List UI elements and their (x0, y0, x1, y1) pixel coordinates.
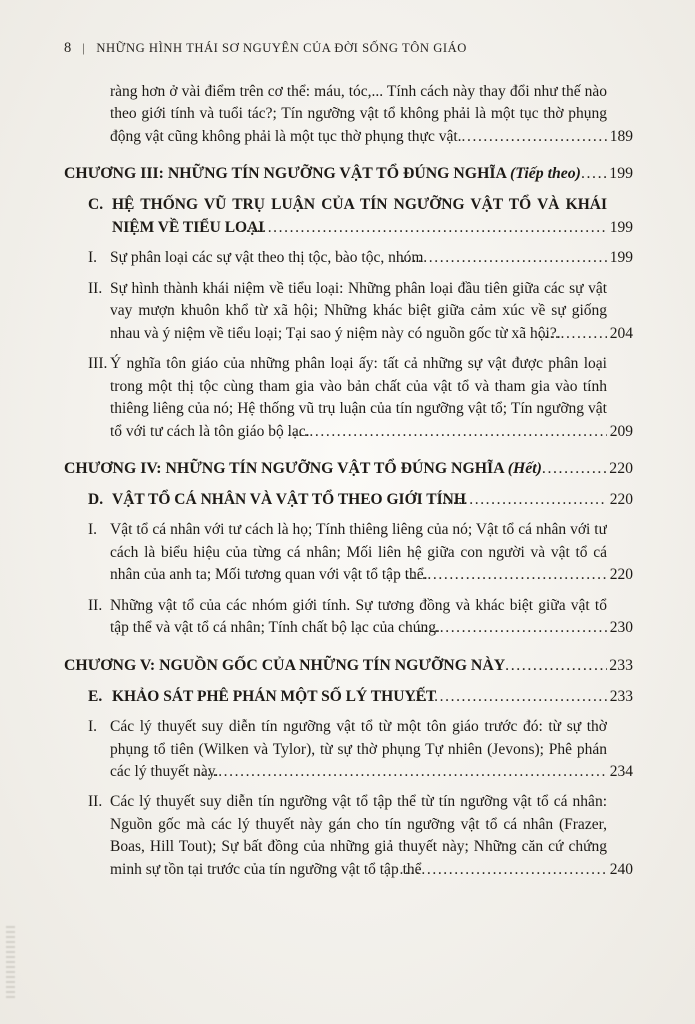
toc-entry-page: 233 (609, 656, 633, 674)
toc-entry-text (64, 247, 607, 269)
chapter-title: CHƯƠNG IV: NHỮNG TÍN NGƯỠNG VẬT TỔ ĐÚNG NGHĨA (64, 459, 508, 477)
toc-entry-body: Sự phân loại các sự vật theo thị tộc, bào tộc, nhóm (110, 249, 424, 267)
toc-entry-page: 220 (609, 459, 633, 477)
toc-entry-page: 199 (609, 249, 633, 267)
section-label: C. (88, 196, 104, 214)
toc-entry-chapter (64, 458, 633, 481)
toc-entry-section (64, 489, 633, 511)
toc-entry-text (64, 81, 607, 148)
toc-entry-page: 209 (609, 422, 633, 440)
toc-entry-page: 240 (609, 860, 633, 878)
item-label: I. (88, 249, 98, 267)
toc-entry-page: 230 (609, 619, 633, 637)
toc-entry-text (64, 278, 607, 345)
toc-entry-chapter (64, 655, 633, 678)
item-label: II. (88, 596, 103, 614)
running-title: NHỮNG HÌNH THÁI SƠ NGUYÊN CỦA ĐỜI SỐNG TÔN GIÁO (96, 41, 467, 55)
toc-entry (64, 519, 633, 586)
running-head (64, 40, 633, 57)
section-title: VẬT TỔ CÁ NHÂN VÀ VẬT TỔ THEO GIỚI TÍNH (112, 490, 466, 508)
toc-entry (64, 353, 633, 443)
header-divider: | (82, 41, 86, 55)
item-label: II. (88, 279, 103, 297)
toc-entry-text (64, 716, 607, 783)
section-label: E. (88, 687, 103, 705)
toc-entry-text (64, 655, 607, 678)
toc-entry-body: Các lý thuyết suy diễn tín ngưỡng vật tổ từ một tôn giáo trước đó: từ sự thờ phụng tổ tiên (Wilken và Tylor), từ sự thờ phụng Tự nhiên (Jevons); Phê phán các lý thuyết này. (110, 718, 607, 780)
page-number: 8 (64, 40, 72, 56)
toc-entry-text (64, 791, 607, 881)
toc-entry-page: 233 (609, 687, 633, 705)
toc-entry-text (64, 353, 607, 443)
toc-entry (64, 247, 633, 269)
toc-entry-section (64, 194, 633, 239)
toc-entry-text (64, 163, 607, 186)
toc-entry-section (64, 686, 633, 708)
toc-entry (64, 716, 633, 783)
toc-entry-chapter (64, 163, 633, 186)
toc-entry (64, 595, 633, 640)
section-label: D. (88, 490, 104, 508)
item-label: I. (88, 521, 98, 539)
toc-entry-body: ràng hơn ở vài điểm trên cơ thể: máu, tóc,... Tính cách này thay đổi như thế nào theo giới tính và tuổi tác?; Tín ngưỡng vật tổ không phải là một tục thờ phụng động vật cũng không phải là một tục thờ phụng thực vật. (110, 83, 607, 145)
toc-entry-text (64, 194, 607, 239)
toc-entry-page: 204 (609, 324, 633, 342)
toc-entry-text (64, 519, 607, 586)
toc-entry (64, 278, 633, 345)
toc-entry-text (64, 489, 607, 511)
scan-artifact (6, 926, 15, 998)
toc-entry-text (64, 595, 607, 640)
toc-entry-body: Vật tổ cá nhân với tư cách là họ; Tính thiêng liêng của nó; Vật tổ cá nhân với tư cách là biểu hiệu của từng cá nhân; Mối liên hệ giữa con người và vật tổ cá nhân của anh ta; Mối tương quan với vật tổ tập thể. (110, 521, 607, 584)
section-title: KHẢO SÁT PHÊ PHÁN MỘT SỐ LÝ THUYẾT (112, 687, 437, 705)
chapter-suffix: (Hết) (507, 459, 542, 477)
toc-entry (64, 81, 633, 148)
toc-entry-page: 234 (609, 762, 633, 780)
toc-entry-page: 189 (609, 127, 633, 145)
toc-entry-body: Những vật tổ của các nhóm giới tính. Sự tương đồng và khác biệt giữa vật tổ tập thể và vật tổ cá nhân; Tính chất bộ lạc của chúng. (110, 596, 607, 637)
item-label: II. (88, 793, 103, 811)
toc-entry-body: Sự hình thành khái niệm về tiểu loại: Những phân loại đầu tiên giữa các sự vật vay mượn khuôn khổ từ xã hội; Những khác biệt giữa cảm xúc về sự giống nhau và ý niệm về tiểu loại; Tại sao ý niệm này có nguồn gốc từ xã hội?. (110, 279, 607, 342)
toc-entry-body: Các lý thuyết suy diễn tín ngưỡng vật tổ tập thể từ tín ngưỡng vật tổ cá nhân: Nguồn gốc mà các lý thuyết này gán cho tín ngưỡng vật tổ cá nhân (Frazer, Boas, Hill Tout); Sự bất đồng của những giả thuyết này; Những căn cứ chứng minh sự tồn tại trước của tín ngưỡng vật tổ tập thể (110, 793, 607, 878)
section-title: HỆ THỐNG VŨ TRỤ LUẬN CỦA TÍN NGƯỠNG VẬT TỔ VÀ KHÁI NIỆM VỀ TIỂU LOẠI (112, 196, 607, 236)
chapter-suffix: (Tiếp theo) (510, 165, 581, 183)
toc-entry-text (64, 458, 607, 481)
toc-entry-page: 220 (609, 566, 633, 584)
table-of-contents (64, 81, 633, 881)
toc-entry-page: 199 (609, 218, 633, 236)
toc-entry-page: 220 (609, 490, 633, 508)
toc-entry-page: 199 (609, 165, 633, 183)
chapter-title: CHƯƠNG V: NGUỒN GỐC CỦA NHỮNG TÍN NGƯỠNG NÀY (64, 656, 506, 674)
toc-entry-text (64, 686, 607, 708)
item-label: III. (88, 355, 108, 373)
toc-entry (64, 791, 633, 881)
chapter-title: CHƯƠNG III: NHỮNG TÍN NGƯỠNG VẬT TỔ ĐÚNG NGHĨA (64, 165, 511, 183)
item-label: I. (88, 718, 98, 736)
toc-entry-body: Ý nghĩa tôn giáo của những phân loại ấy: tất cả những sự vật được phân loại trong một thị tộc cùng tham gia vào bản chất của vật tổ và tham gia vào tính thiêng liêng của nó; Hệ thống vũ trụ luận của tín ngưỡng vật tổ; Tín ngưỡng vật tổ với tư cách là tôn giáo bộ lạc. (110, 355, 607, 440)
